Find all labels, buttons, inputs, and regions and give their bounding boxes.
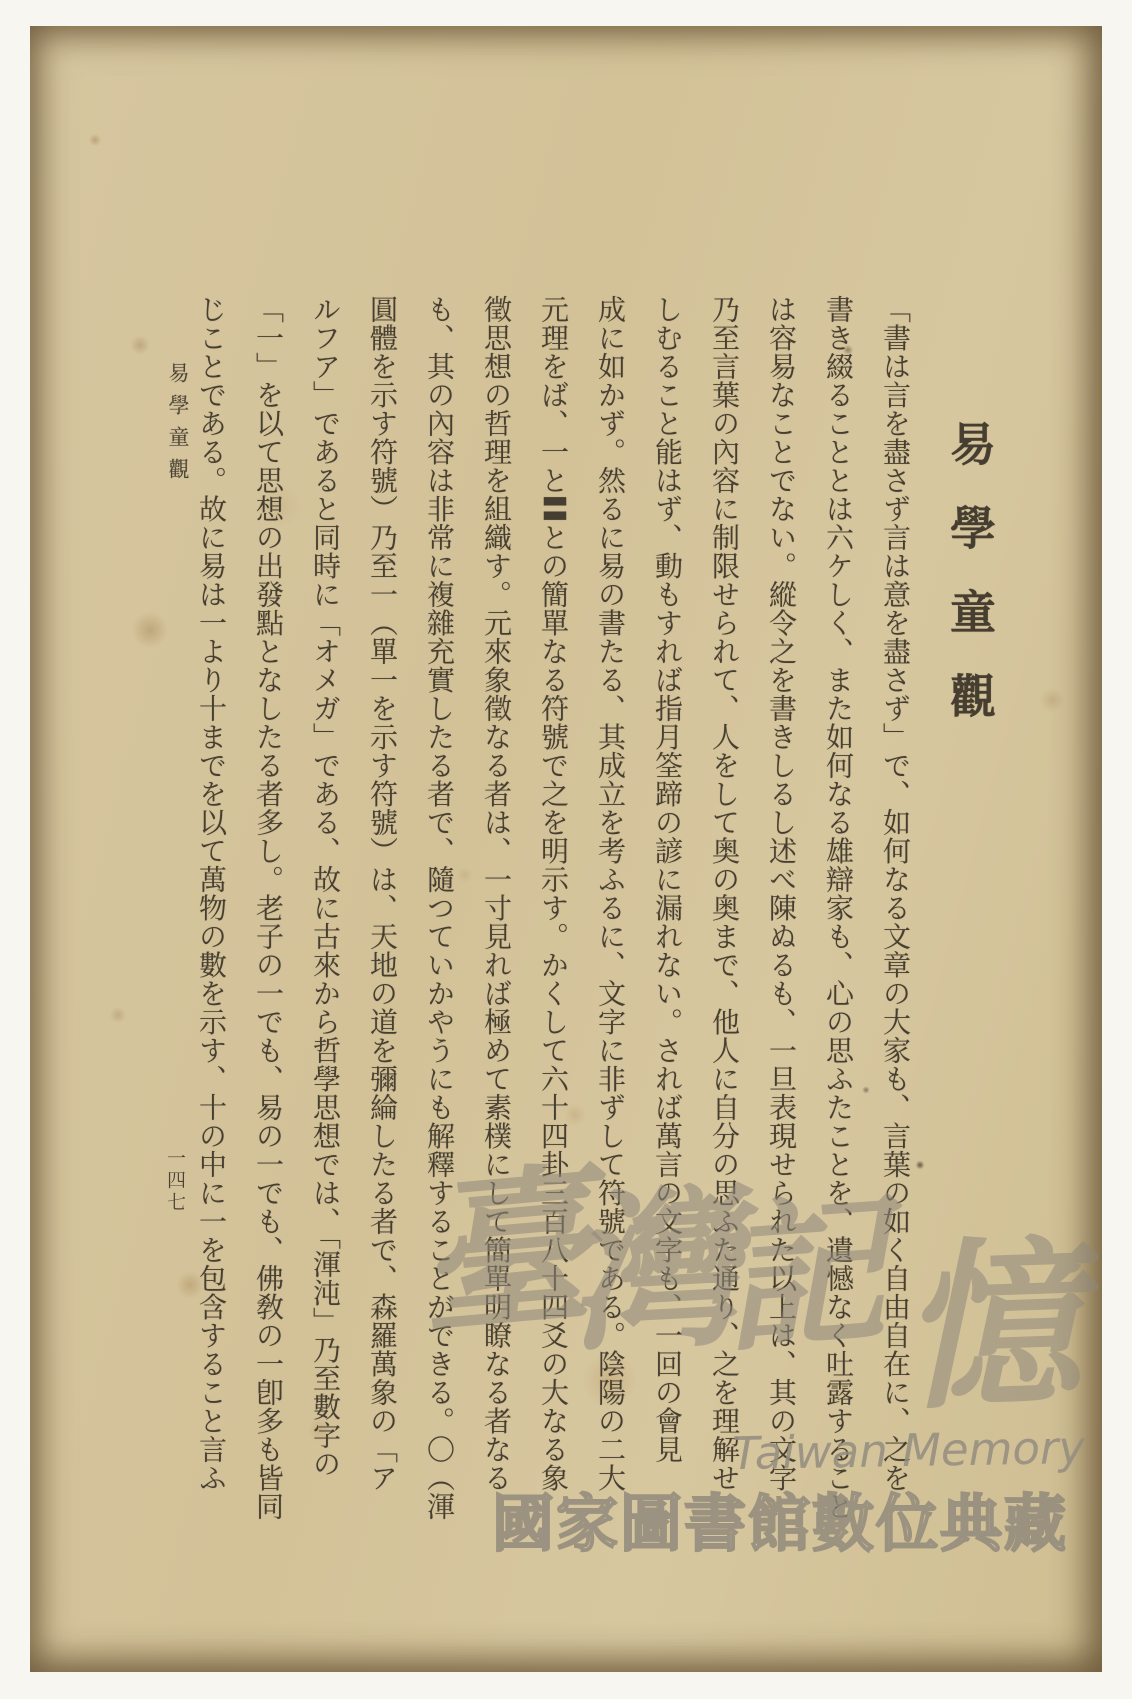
running-title: 易學童觀 bbox=[166, 362, 190, 490]
text-column: 成に如かず。然るに易の書たる、其成立を考ふるに、文字に非ずして符號である。陰陽の二大 bbox=[594, 295, 627, 1492]
page-text-block bbox=[183, 295, 1002, 1565]
text-column: 書き綴ることとは六ケしく、また如何なる雄辯家も、心の思ふたことを、遺憾なく吐露すること bbox=[822, 295, 855, 1521]
text-column: 元理をば、一と〓との簡單なる符號で之を明示す。かくして六十四卦三百八十四爻の大なる象 bbox=[537, 295, 570, 1492]
paper-sheet bbox=[30, 26, 1102, 1672]
text-column: 徵思想の哲理を組織す。元來象徵なる者は、一寸見れば極めて素樸にして簡單明瞭なる者なる bbox=[480, 295, 513, 1492]
text-column: しむること能はず、動もすれば指月筌蹄の諺に漏れない。されば萬言の文字も、一回の會見 bbox=[651, 295, 684, 1464]
text-column: は容易なことでない。縱令之を書きしるし述べ陳ぬるも、一旦表現せられた以上は、其の文字 bbox=[765, 295, 798, 1492]
text-column: 乃至言葉の內容に制限せられて、人をして奥の奥まで、他人に自分の思ふた通り、之を理解せ bbox=[708, 295, 741, 1492]
watermark-char: 臺 bbox=[409, 1145, 599, 1362]
text-column: も、其の內容は非常に複雜充實したる者で、隨つていかやうにも解釋することができる。〇（渾 bbox=[423, 295, 456, 1521]
page-number: 一四七 bbox=[164, 1148, 186, 1214]
watermark-char: 灣 bbox=[562, 1169, 744, 1377]
text-column: ルフア」であると同時に「オメガ」である、故に古來から哲學思想では、「渾沌」乃至數字の bbox=[309, 295, 342, 1478]
page-title: 易學童觀 bbox=[943, 420, 997, 756]
text-column: 圓體を示す符號）乃至一（單一を示す符號）は、天地の道を彌綸したる者で、森羅萬象の「ア bbox=[366, 295, 399, 1492]
watermark-char: 記 bbox=[715, 1177, 891, 1377]
text-column: じことである。故に易は一より十までを以て萬物の數を示す、十の中に一を包含すること言ふ bbox=[195, 295, 228, 1492]
watermark-latin-label: Taiwan Memory bbox=[731, 1420, 1086, 1481]
text-column: 「書は言を盡さず言は意を盡さず」で、如何なる文章の大家も、言葉の如く自由自在に、之を bbox=[879, 295, 912, 1492]
text-column: 「一」を以て思想の出發點となしたる者多し。老子の一でも、易の一でも、佛敎の一卽多も皆同 bbox=[252, 295, 285, 1521]
watermark-char: 憶 bbox=[896, 1219, 1084, 1436]
watermark-institution-label: 國家圖書館數位典藏 bbox=[492, 1487, 1069, 1560]
